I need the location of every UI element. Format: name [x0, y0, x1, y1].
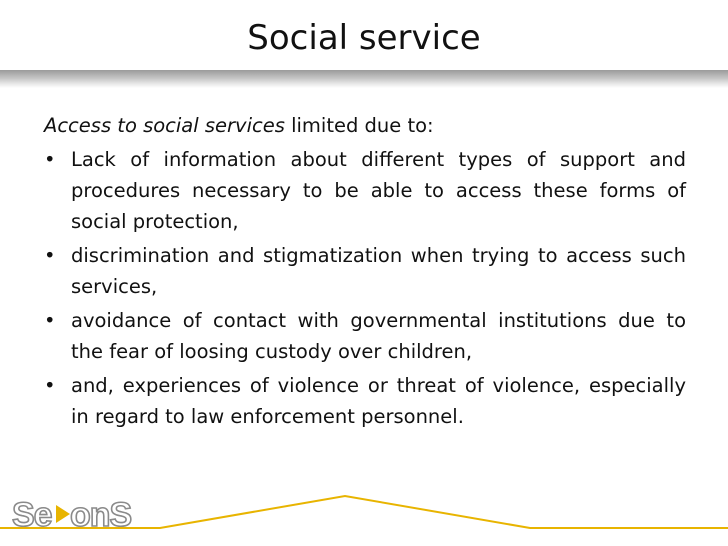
- bullet-text: Lack of information about different types of support and procedures necessary to be able to access these forms of social protection,: [71, 148, 686, 233]
- bullet-icon: •: [44, 148, 56, 171]
- bullet-icon: •: [44, 374, 56, 397]
- slide-title: Social service: [247, 18, 481, 58]
- bullet-list: [44, 144, 686, 432]
- intro-emphasis: Access to social services: [44, 114, 285, 137]
- svg-text:Se: Se: [12, 496, 52, 534]
- bullet-item: [44, 305, 686, 367]
- bullet-icon: •: [44, 309, 56, 332]
- bullet-text: avoidance of contact with governmental institutions due to the fear of loosing custody over children,: [71, 309, 686, 363]
- bullet-item: [44, 144, 686, 237]
- bullet-item: [44, 370, 686, 432]
- slide-body: [44, 110, 686, 435]
- intro-rest: limited due to:: [284, 114, 434, 137]
- bullet-icon: •: [44, 244, 56, 267]
- secons-logo-icon: [10, 493, 148, 535]
- svg-text:onS: onS: [70, 496, 132, 534]
- bullet-text: and, experiences of violence or threat of violence, especially in regard to law enforcement personnel.: [71, 374, 686, 428]
- title-divider: [0, 70, 728, 88]
- bullet-text: discrimination and stigmatization when trying to access such services,: [71, 244, 686, 298]
- bullet-item: [44, 240, 686, 302]
- intro-line: [44, 110, 686, 141]
- title-bar: [0, 0, 728, 66]
